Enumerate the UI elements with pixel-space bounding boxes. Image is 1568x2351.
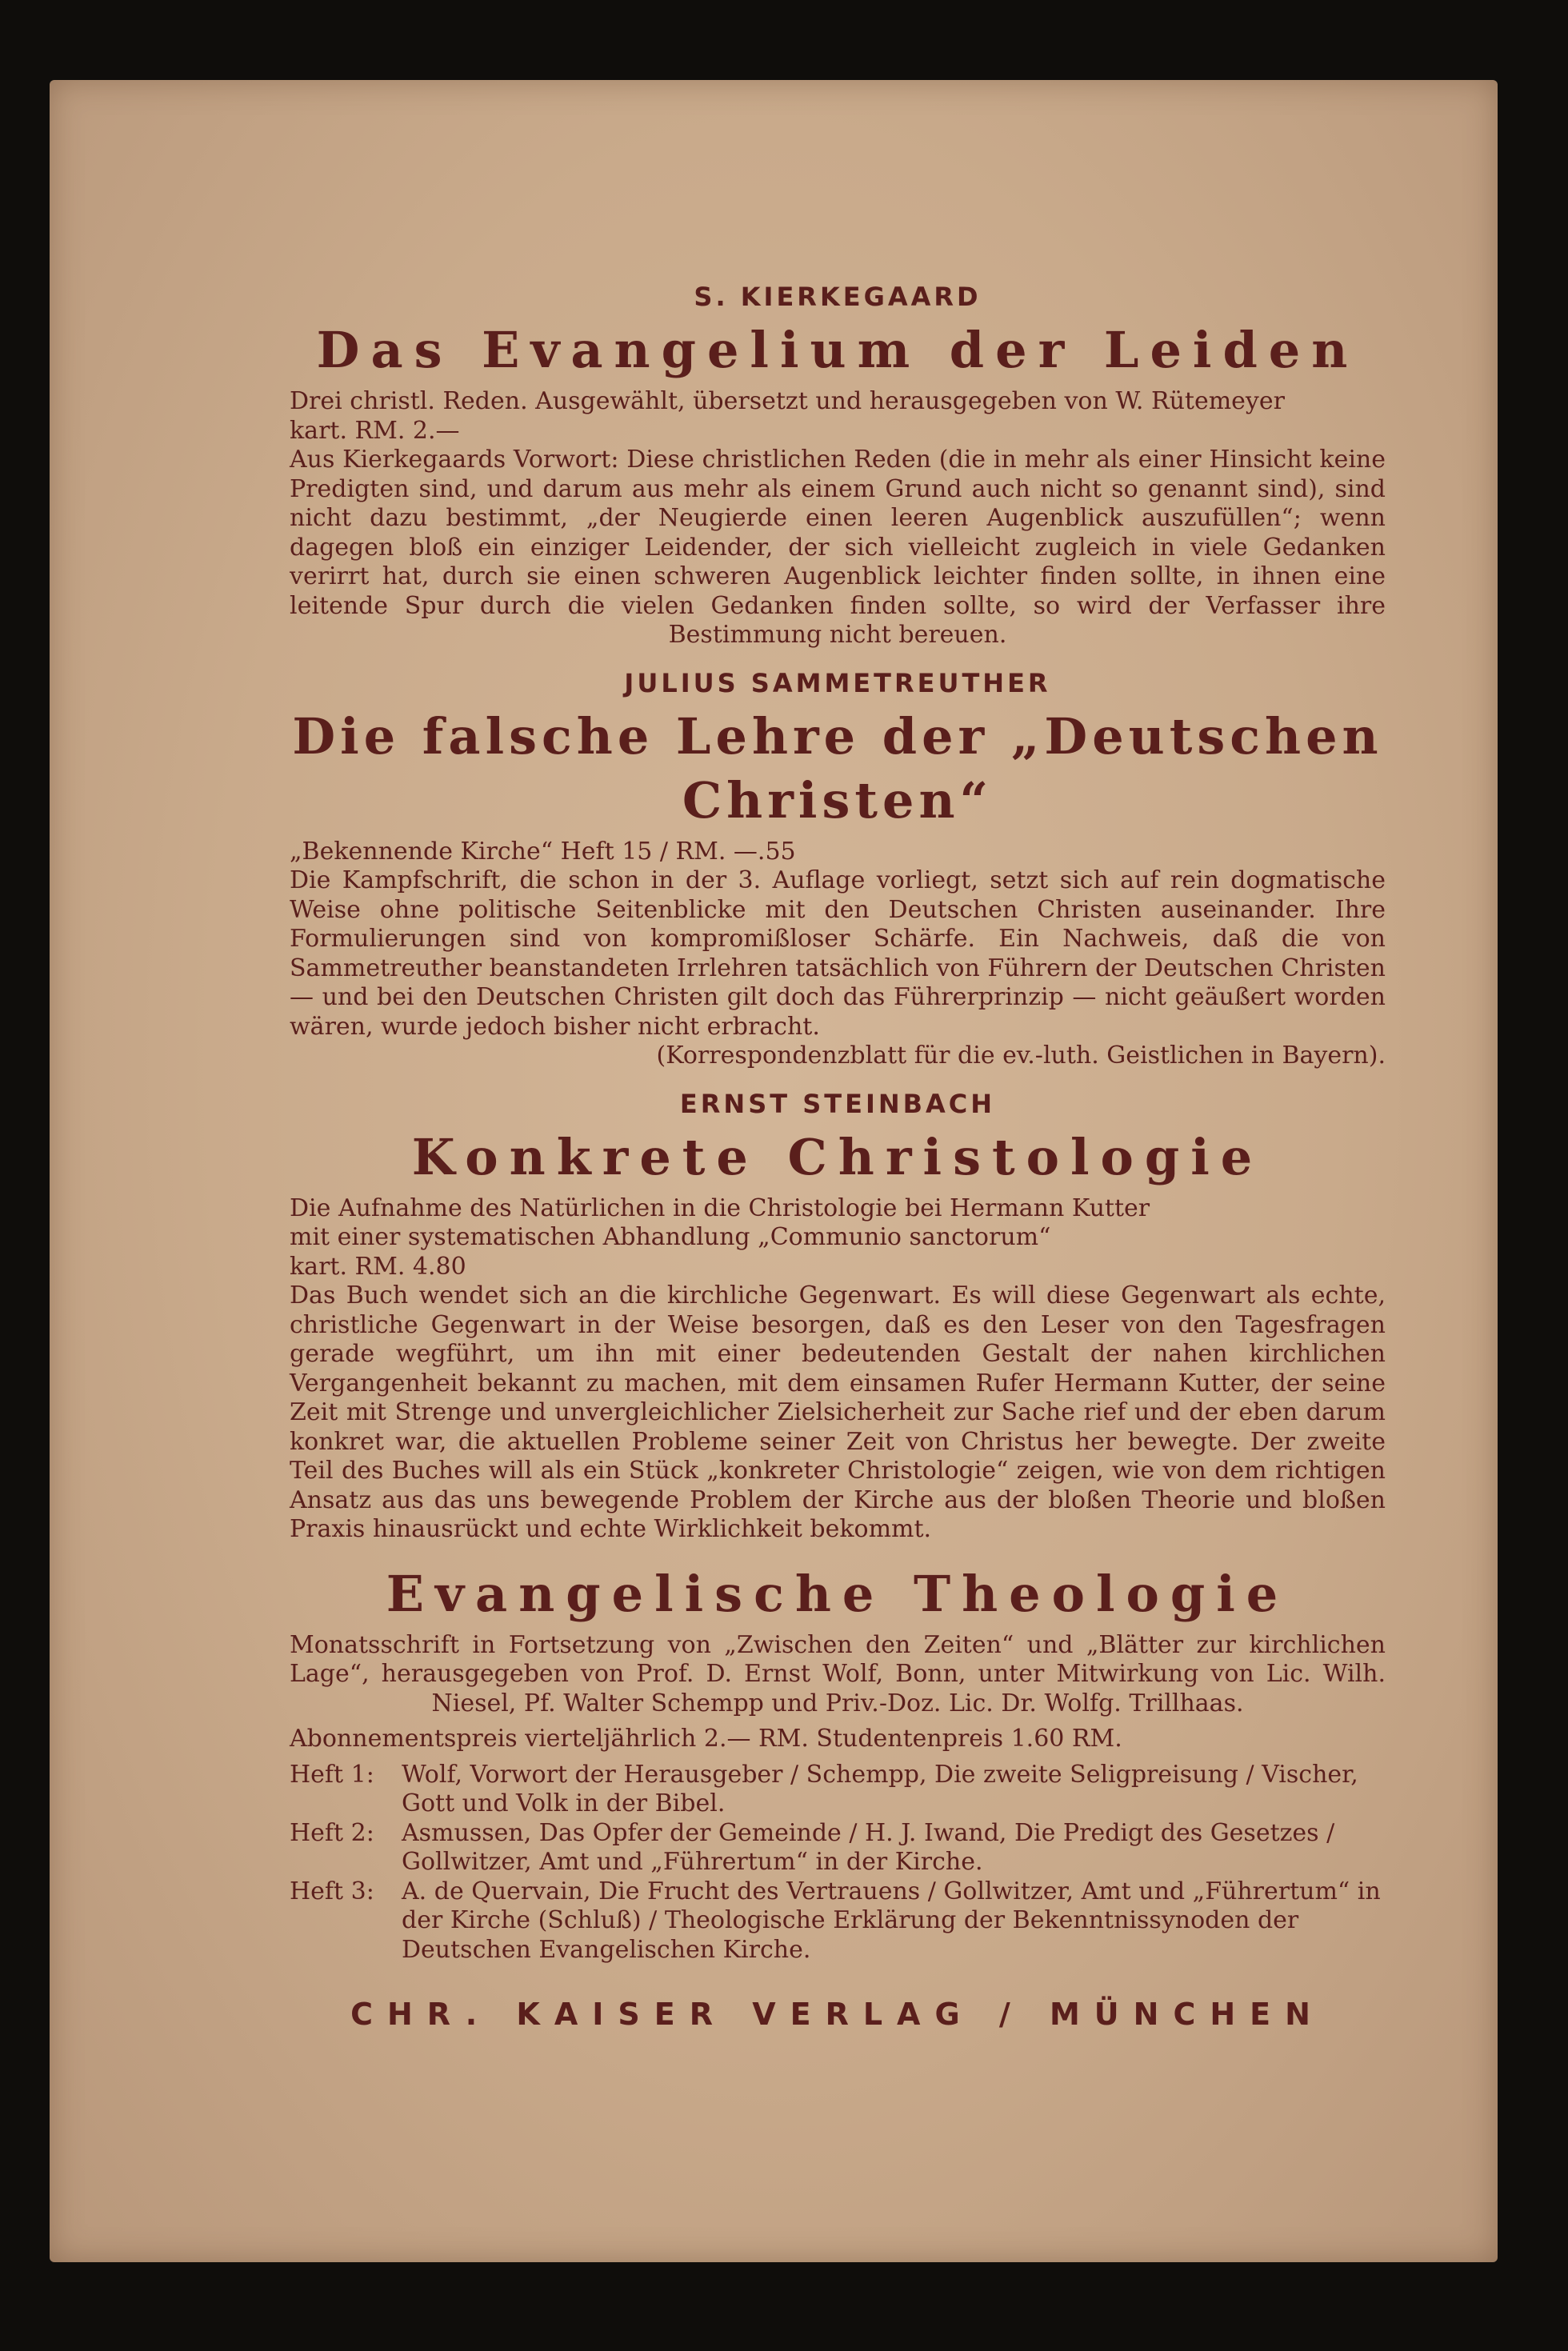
section-kierkegaard xyxy=(290,282,1386,650)
book-title: Die falsche Lehre der „Deutschen Christen“ xyxy=(292,706,1383,830)
book-title: Das Evangelium der Leiden xyxy=(316,321,1359,379)
back-cover-page xyxy=(50,80,1498,2262)
book-title: Konkrete Christologie xyxy=(411,1127,1264,1186)
subscription-price: Abonnementspreis vierteljährlich 2.— RM. Studentenpreis 1.60 RM. xyxy=(290,1725,1122,1753)
book-description: Das Buch wendet sich an die kirchliche Gegenwart. Es will diese Gegenwart als echte, christliche Gegenwart in der Weise besorgen, daß es den Leser von den Tagesfragen gerade wegführt, um ihn mit einer bedeutenden Gestalt der nahen kirchlichen Vergangenheit bekannt zu machen, mit dem einsamen Rufer Hermann Kutter, der seine Zeit mit Strenge und unvergleichlicher Zielsicherheit zur Sache rief und der eben darum konkret war, die aktuellen Probleme seiner Zeit von Christus her bewegte. Der zweite Teil des Buches will als ein Stück „konkreter Christologie“ zeigen, wie von dem richtigen Ansatz aus das uns bewegende Problem der Kirche aus der bloßen Theorie und bloßen Praxis hinausrückt und echte Wirklichkeit bekommt. xyxy=(290,1281,1386,1543)
book-subtitle: Die Aufnahme des Natürlichen in die Christologie bei Hermann Kutter xyxy=(290,1193,1150,1222)
issue-contents: A. de Quervain, Die Frucht des Vertrauens / Gollwitzer, Amt und „Führertum“ in der Kirche (Schluß) / Theologische Erklärung der Bekenntnissynoden der Deutschen Evangelischen Kirche. xyxy=(402,1877,1381,1964)
section-sammetreuther xyxy=(290,668,1386,1071)
journal-description: Monatsschrift in Fortsetzung von „Zwischen den Zeiten“ und „Blätter zur kirchlichen Lage“, herausgegeben von Prof. D. Ernst Wolf, Bonn, unter Mitwirkung von Lic. Wilh. Niesel, Pf. Walter Schempp und Priv.-Doz. Lic. Dr. Wolfg. Trillhaas. xyxy=(290,1630,1386,1717)
section-steinbach xyxy=(290,1089,1386,1545)
publisher-imprint: CHR. KAISER VERLAG / MÜNCHEN xyxy=(350,1997,1325,2032)
advertisement-content xyxy=(290,282,1386,2032)
author-name: ERNST STEINBACH xyxy=(679,1088,996,1119)
section-evangelische-theologie xyxy=(290,1562,1386,1965)
issue-item xyxy=(290,1819,1386,1877)
journal-title: Evangelische Theologie xyxy=(386,1564,1290,1623)
book-price: kart. RM. 4.80 xyxy=(290,1252,466,1281)
issue-label: Heft 3: xyxy=(290,1877,374,1905)
book-subtitle: Drei christl. Reden. Ausgewählt, übersetzt und herausgegeben von W. Rütemeyer xyxy=(290,387,1285,415)
author-name: JULIUS SAMMETREUTHER xyxy=(624,667,1051,698)
book-description: Die Kampfschrift, die schon in der 3. Auflage vorliegt, setzt sich auf rein dogmatische Weise ohne politische Seitenblicke mit den Deutschen Christen auseinander. Ihre Formulierungen sind von kompromißloser Schärfe. Ein Nachweis, daß die von Sammetreuther beanstandeten Irrlehren tatsächlich von Führern der Deutschen Christen — und bei den Deutschen Christen gilt doch das Führerprinzip — nicht geäußert worden wären, wurde jedoch bisher nicht erbracht. xyxy=(290,866,1386,1041)
issue-label: Heft 1: xyxy=(290,1760,374,1789)
issue-item xyxy=(290,1877,1386,1965)
book-price: kart. RM. 2.— xyxy=(290,416,460,445)
author-name: S. KIERKEGAARD xyxy=(694,282,982,312)
book-subtitle: „Bekennende Kirche“ Heft 15 / RM. —.55 xyxy=(290,837,796,866)
book-subtitle-2: mit einer systematischen Abhandlung „Communio sanctorum“ xyxy=(290,1223,1051,1251)
review-source: (Korrespondenzblatt für die ev.-luth. Geistlichen in Bayern). xyxy=(656,1042,1386,1070)
issue-contents: Wolf, Vorwort der Herausgeber / Schempp, Die zweite Seligpreisung / Vischer, Gott und Volk in der Bibel. xyxy=(402,1760,1358,1817)
issue-item xyxy=(290,1761,1386,1819)
issue-contents: Asmussen, Das Opfer der Gemeinde / H. J. Iwand, Die Predigt des Gesetzes / Gollwitzer, Amt und „Führertum“ in der Kirche. xyxy=(402,1818,1335,1876)
issue-label: Heft 2: xyxy=(290,1818,374,1847)
book-description: Aus Kierkegaards Vorwort: Diese christlichen Reden (die in mehr als einer Hinsicht keine Predigten sind, und darum aus mehr als einem Grund auch nicht so genannt sind), sind nicht dazu bestimmt, „der Neugierde einen leeren Augenblick auszufüllen“; wenn dagegen bloß ein einziger Leidender, der sich vielleicht zugleich in viele Gedanken verirrt hat, durch sie einen schweren Augenblick leichter finden sollte, in ihnen eine leitende Spur durch die vielen Gedanken finden sollte, so wird der Verfasser ihre Bestimmung nicht bereuen. xyxy=(290,446,1386,649)
